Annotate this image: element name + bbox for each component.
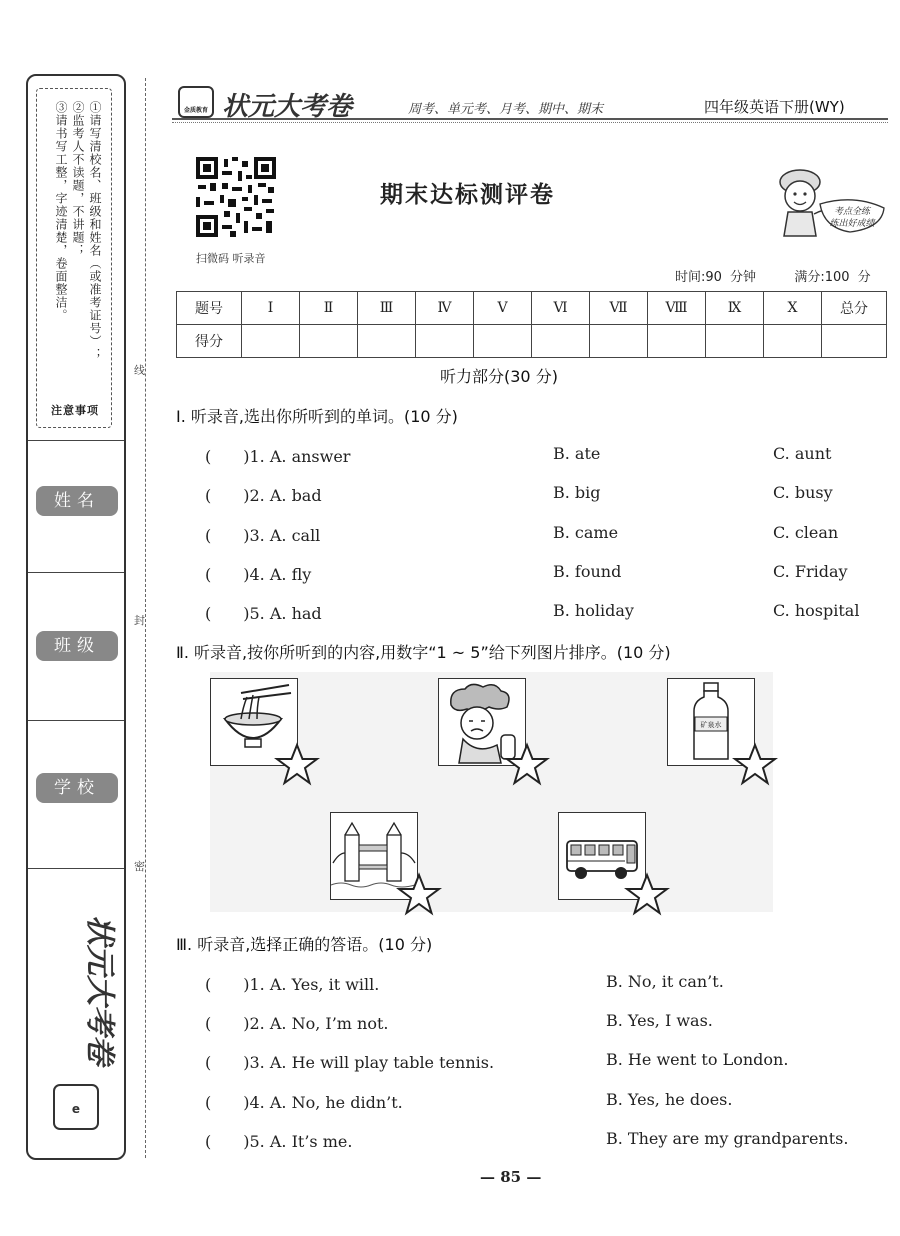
page-number: — 85 — — [480, 1168, 542, 1186]
section-1-title: Ⅰ. 听录音,选出你所听到的单词。(10 分) — [176, 407, 458, 426]
question-text: ( )2. A. bad — [205, 486, 322, 505]
score-col-total: 总分 — [822, 292, 887, 325]
score-col-header: Ⅵ — [532, 292, 590, 325]
option-b: B. Yes, he does. — [606, 1090, 733, 1109]
question-text: ( )3. A. He will play table tennis. — [205, 1053, 495, 1072]
option-c: C. hospital — [773, 601, 860, 620]
brand-logo-box: 金质教育 — [178, 86, 214, 118]
notice-line: ③请书写工整，字迹清楚，卷面整洁。 — [54, 101, 68, 322]
star-icon[interactable] — [274, 742, 320, 788]
sidebar-divider — [28, 868, 124, 869]
option-b: B. found — [553, 562, 622, 581]
section-3-title: Ⅲ. 听录音,选择正确的答语。(10 分) — [176, 935, 433, 954]
star-icon[interactable] — [396, 872, 442, 918]
option-c: C. busy — [773, 483, 833, 502]
score-cell[interactable] — [764, 325, 822, 358]
option-b: B. came — [553, 523, 619, 542]
score-cell[interactable] — [300, 325, 358, 358]
notice-text — [47, 101, 103, 411]
notice-box — [36, 88, 112, 428]
qr-caption: 扫微码 听录音 — [196, 252, 266, 265]
bottle-label: 矿泉水 — [700, 721, 722, 729]
score-col-header: Ⅰ — [242, 292, 300, 325]
sidebar-logo — [48, 905, 117, 1140]
field-class-label: 班级 — [36, 631, 118, 661]
mascot-icon — [770, 162, 888, 242]
score-col-header: Ⅹ — [764, 292, 822, 325]
score-cell[interactable] — [474, 325, 532, 358]
score-cell[interactable] — [416, 325, 474, 358]
score-col-header: Ⅱ — [300, 292, 358, 325]
field-name-label: 姓名 — [36, 486, 118, 516]
option-b: B. No, it can’t. — [606, 972, 724, 991]
score-col-header: Ⅲ — [358, 292, 416, 325]
star-icon[interactable] — [504, 742, 550, 788]
option-c: C. Friday — [773, 562, 848, 581]
question-text: ( )3. A. call — [205, 526, 321, 545]
score-col-header: Ⅶ — [590, 292, 648, 325]
notice-line: ①请写清校名、班级和姓名（或准考证号）； — [88, 101, 102, 361]
cut-mark-seal: 封 — [134, 614, 145, 627]
header-dotted-rule — [172, 122, 888, 123]
question-text: ( )1. A. answer — [205, 447, 351, 466]
score-col-header: Ⅸ — [706, 292, 764, 325]
sidebar-divider — [28, 720, 124, 721]
star-icon[interactable] — [624, 872, 670, 918]
score-cell[interactable] — [822, 325, 887, 358]
sidebar-divider — [28, 572, 124, 573]
score-table-head: 题号 — [177, 292, 242, 325]
question-text: ( )2. A. No, I’m not. — [205, 1014, 389, 1033]
picture-area — [210, 672, 773, 912]
question-text: ( )1. A. Yes, it will. — [205, 975, 380, 994]
section-2-title: Ⅱ. 听录音,按你所听到的内容,用数字“1 ~ 5”给下列图片排序。(10 分) — [176, 643, 671, 662]
option-b: B. He went to London. — [606, 1050, 789, 1069]
mascot-slogan-2: 练出好成绩 — [829, 219, 875, 229]
option-b: B. They are my grandparents. — [606, 1129, 849, 1148]
qr-code-icon — [194, 155, 278, 239]
question-text: ( )5. A. had — [205, 604, 322, 623]
notice-line: ②监考人不读题，不讲题； — [71, 101, 85, 257]
listening-section-title: 听力部分(30 分) — [440, 367, 558, 386]
score-col-header: Ⅴ — [474, 292, 532, 325]
score-table-header-row — [177, 292, 887, 325]
header-rule — [172, 118, 888, 120]
score-cell[interactable] — [706, 325, 764, 358]
svg-text:e: e — [71, 1102, 81, 1116]
score-col-header: Ⅳ — [416, 292, 474, 325]
notice-label: 注意事项 — [51, 404, 99, 417]
score-cell[interactable] — [648, 325, 706, 358]
option-b: B. ate — [553, 444, 601, 463]
score-table-score-row — [177, 325, 887, 358]
option-b: B. Yes, I was. — [606, 1011, 713, 1030]
option-b: B. big — [553, 483, 601, 502]
page-title: 期末达标测评卷 — [380, 182, 555, 208]
question-text: ( )4. A. No, he didn’t. — [205, 1093, 403, 1112]
exam-full-score: 满分:100 分 — [794, 270, 871, 285]
mascot-slogan-1: 考点全练 — [833, 207, 871, 217]
cut-mark-secret: 密 — [134, 860, 145, 873]
cut-mark-line: 线 — [134, 364, 145, 377]
option-c: C. aunt — [773, 444, 832, 463]
exam-time: 时间:90 分钟 — [675, 270, 757, 285]
star-icon[interactable] — [732, 742, 778, 788]
cut-line — [145, 78, 146, 1158]
score-table-row-head: 得分 — [177, 325, 242, 358]
sidebar-divider — [28, 440, 124, 441]
exam-series: 周考、单元考、月考、期中、期末 — [408, 102, 604, 117]
score-cell[interactable] — [590, 325, 648, 358]
option-c: C. clean — [773, 523, 839, 542]
field-school-label: 学校 — [36, 773, 118, 803]
exam-meta — [675, 266, 871, 285]
sidebar-logo-text: 状元大考卷 — [82, 915, 117, 1065]
score-cell[interactable] — [242, 325, 300, 358]
option-b: B. holiday — [553, 601, 634, 620]
question-text: ( )4. A. fly — [205, 565, 312, 584]
brand-title: 状元大考卷 — [222, 92, 353, 122]
score-cell[interactable] — [358, 325, 416, 358]
score-col-header: Ⅷ — [648, 292, 706, 325]
score-cell[interactable] — [532, 325, 590, 358]
grade-label: 四年级英语下册(WY) — [704, 98, 845, 116]
score-table — [176, 291, 887, 358]
question-text: ( )5. A. It’s me. — [205, 1132, 353, 1151]
